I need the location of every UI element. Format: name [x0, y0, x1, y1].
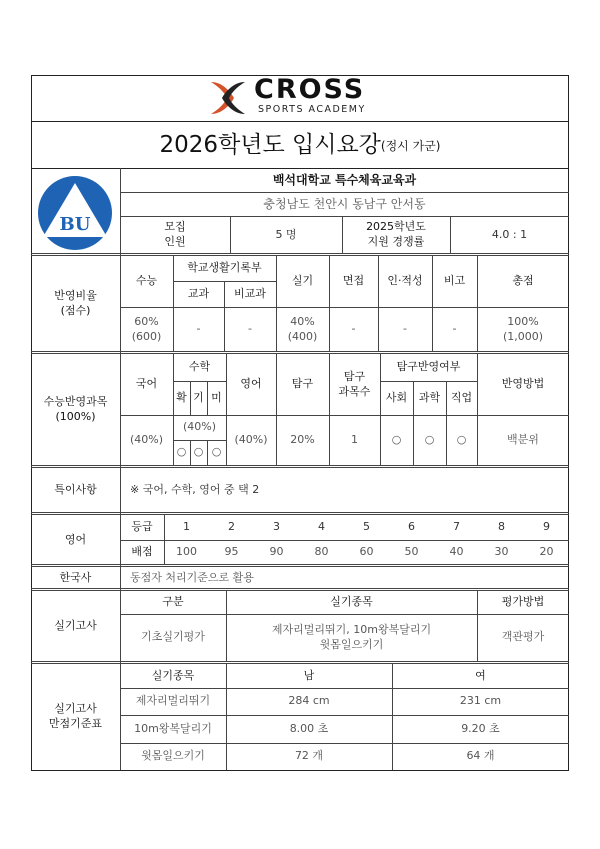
practical-header-events: 실기종목 — [330, 595, 373, 609]
perfect-row-2-event: 10m왕복달리기 — [134, 721, 212, 735]
history-label: 한국사 — [59, 570, 92, 584]
ratio-value-subject: - — [196, 322, 201, 336]
ratio-value-total: 100% (1,000) — [502, 314, 544, 343]
suneung-value-inquiry-sub-1: ○ — [391, 432, 402, 446]
suneung-value-english: (40%) — [234, 432, 268, 446]
english-grade-cell: 4 — [318, 520, 325, 534]
suneung-value-method: 백분위 — [507, 432, 539, 446]
suneung-value-inquiry-sub-2: ○ — [424, 432, 435, 446]
suneung-header-inquiry: 탐구 — [291, 377, 314, 391]
special-text: ※ 국어, 수학, 영어 중 택 2 — [130, 482, 260, 496]
practical-row-method: 객관평가 — [501, 630, 545, 644]
perfect-row-2-male: 8.00 초 — [289, 721, 329, 735]
university-name: 백석대학교 특수체육교육과 — [272, 172, 417, 187]
ratio-value-practical: 40% (400) — [287, 314, 318, 343]
ratio-value-interview: - — [351, 322, 356, 336]
university-location: 충청남도 천안시 동남구 안서동 — [263, 196, 426, 211]
english-score-cell: 30 — [494, 544, 509, 558]
title-suffix: (정시 가군) — [380, 138, 441, 153]
perfect-header-event: 실기종목 — [151, 668, 195, 682]
suneung-value-korean: (40%) — [129, 432, 164, 446]
cross-logo-icon — [208, 79, 248, 117]
english-score-cell: 20 — [539, 544, 554, 558]
competition-label: 2025학년도 지원 경쟁률 — [366, 220, 426, 248]
ratio-header-interview: 면접 — [342, 274, 365, 288]
suneung-value-math-sub-1: ○ — [176, 445, 187, 459]
ratio-value-character: - — [403, 322, 407, 336]
suneung-header-math-sub-1: 확 — [176, 390, 187, 404]
ratio-value-nonsubject: - — [248, 322, 252, 336]
ratio-header-other: 비고 — [443, 274, 466, 288]
ratio-header-record: 학교생활기록부 — [187, 261, 262, 275]
english-score-cell: 90 — [269, 544, 284, 558]
emblem-text: BU — [59, 214, 91, 235]
suneung-header-inquiry-count: 탐구 과목수 — [338, 369, 371, 398]
ratio-value-other: - — [452, 322, 457, 336]
english-score-cell: 95 — [224, 544, 239, 558]
suneung-label: 수능반영과목 (100%) — [43, 394, 108, 423]
english-grade-cell: 6 — [408, 520, 415, 534]
practical-row-events: 제자리멀리뛰기, 10m왕복달리기 윗몸일으키기 — [271, 622, 432, 651]
suneung-value-math-sub-2: ○ — [193, 445, 204, 459]
competition-value: 4.0 : 1 — [491, 227, 528, 241]
suneung-header-inquiry-sub-1: 사회 — [385, 390, 408, 404]
academy-logo — [208, 74, 398, 118]
english-grade-cell: 3 — [273, 520, 280, 534]
title-main: 2026학년도 입시요강 — [159, 132, 381, 159]
perfect-label: 실기고사 만점기준표 — [48, 702, 103, 730]
suneung-header-english: 영어 — [240, 377, 262, 391]
practical-header-category: 구분 — [162, 595, 184, 609]
recruit-count: 5 명 — [275, 227, 297, 241]
perfect-row-1-female: 231 cm — [459, 694, 502, 708]
perfect-row-2-female: 9.20 초 — [461, 721, 500, 735]
suneung-header-method: 반영방법 — [501, 377, 545, 391]
history-text: 동점자 처리기준으로 활용 — [130, 570, 254, 584]
suneung-header-math-sub-3: 미 — [211, 390, 222, 404]
university-emblem — [36, 174, 114, 252]
suneung-header-inquiry-reflect: 탐구반영여부 — [396, 360, 461, 374]
special-label: 특이사항 — [54, 482, 97, 496]
perfect-row-1-male: 284 cm — [288, 694, 330, 708]
ratio-header-suneung: 수능 — [135, 274, 158, 288]
english-grade-cell: 5 — [363, 520, 370, 534]
english-score-cell: 100 — [176, 544, 197, 558]
english-label: 영어 — [64, 532, 87, 546]
suneung-header-math: 수학 — [188, 360, 211, 374]
ratio-header-practical: 실기 — [291, 274, 314, 288]
english-grade-label: 등급 — [131, 520, 153, 534]
english-score-cell: 50 — [404, 544, 419, 558]
english-grade-cell: 2 — [228, 520, 235, 534]
suneung-header-korean: 국어 — [135, 377, 158, 391]
ratio-header-character: 인·적성 — [387, 274, 423, 288]
practical-exam-label: 실기고사 — [54, 618, 97, 632]
suneung-header-math-sub-2: 기 — [193, 390, 204, 404]
perfect-row-3-male: 72 개 — [294, 749, 324, 763]
suneung-header-inquiry-sub-3: 직업 — [450, 390, 473, 404]
suneung-header-inquiry-sub-2: 과학 — [418, 390, 441, 404]
page-title — [31, 123, 569, 169]
english-grade-cell: 1 — [183, 520, 190, 534]
perfect-row-1-event: 제자리멀리뛰기 — [135, 694, 211, 708]
logo-main-text: CROSS — [254, 74, 366, 105]
perfect-header-male: 남 — [303, 668, 315, 682]
practical-row-category: 기초실기평가 — [141, 630, 205, 644]
perfect-row-3-event: 윗몸일으키기 — [141, 749, 205, 763]
ratio-header-nonsubject: 비교과 — [234, 286, 266, 300]
recruit-label: 모집 인원 — [164, 220, 186, 248]
ratio-value-suneung: 60% (600) — [131, 314, 162, 343]
practical-header-method: 평가방법 — [501, 595, 545, 609]
english-score-label: 배점 — [131, 544, 153, 558]
english-score-cell: 60 — [359, 544, 374, 558]
suneung-value-inquiry-sub-3: ○ — [456, 432, 467, 446]
ratio-label: 반영비율 (점수) — [54, 289, 97, 317]
ratio-header-subject: 교과 — [187, 286, 210, 300]
perfect-row-3-female: 64 개 — [466, 749, 495, 763]
suneung-value-inquiry-count: 1 — [351, 432, 358, 446]
perfect-header-female: 여 — [475, 668, 486, 682]
logo-sub-text: SPORTS ACADEMY — [258, 104, 366, 115]
english-grade-cell: 8 — [498, 520, 505, 534]
english-grade-cell: 7 — [453, 520, 460, 534]
suneung-value-inquiry: 20% — [290, 432, 315, 446]
suneung-value-math: (40%) — [182, 420, 217, 434]
english-score-cell: 80 — [314, 544, 329, 558]
english-score-cell: 40 — [449, 544, 464, 558]
suneung-value-math-sub-3: ○ — [211, 445, 222, 459]
english-grade-cell: 9 — [543, 520, 550, 534]
ratio-header-total: 총점 — [512, 274, 534, 288]
